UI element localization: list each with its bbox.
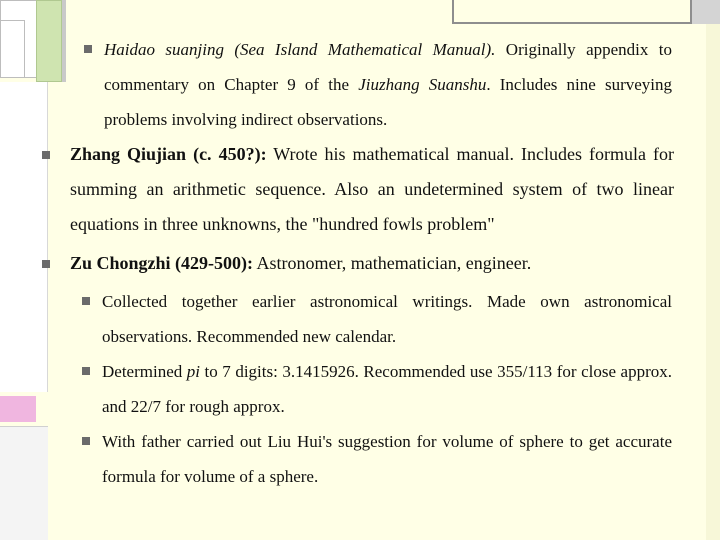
item-body: Wrote his mathematical manual. Includes formula for summing an arithmetic sequence. Also an undetermined system of two linear equations in three unknowns, the "hundred fowls problem" bbox=[70, 144, 674, 234]
item-title: Haidao suanjing (Sea Island Mathematical Manual). bbox=[104, 40, 496, 59]
item-body: Collected together earlier astronomical writings. Made own astronomical observations. Recommended new calendar. bbox=[102, 292, 672, 346]
item-title: Zhang Qiujian (c. 450?): bbox=[70, 144, 267, 164]
item-body-italic: Jiuzhang Suanshu bbox=[358, 75, 487, 94]
square-bullet-icon bbox=[42, 260, 50, 268]
item-text bbox=[70, 246, 674, 281]
item-body: With father carried out Liu Hui's suggestion for volume of sphere to get accurate formula for volume of a sphere. bbox=[102, 432, 672, 486]
item-text bbox=[70, 137, 674, 242]
square-bullet-icon bbox=[42, 151, 50, 159]
item-body-end: . Includes nine surveying problems involving indirect observations. bbox=[104, 75, 673, 129]
item-text bbox=[102, 284, 672, 354]
item-body: Determined bbox=[102, 362, 187, 381]
item-body: Astronomer, mathematician, engineer. bbox=[253, 253, 532, 273]
item-text bbox=[102, 424, 672, 494]
item-body-italic: pi bbox=[186, 362, 201, 381]
item-title: Zu Chongzhi (429-500): bbox=[70, 253, 254, 273]
square-bullet-icon bbox=[82, 297, 90, 305]
item-text bbox=[104, 32, 672, 137]
square-bullet-icon bbox=[84, 45, 92, 53]
item-text bbox=[102, 354, 672, 424]
item-body: Originally appendix to commentary on Chapter 9 of the bbox=[104, 40, 672, 94]
square-bullet-icon bbox=[82, 437, 90, 445]
square-bullet-icon bbox=[82, 367, 90, 375]
item-body-end: to 7 digits: 3.1415926. Recommended use 355/113 for close approx. and 22/7 for rough approx. bbox=[102, 362, 672, 416]
